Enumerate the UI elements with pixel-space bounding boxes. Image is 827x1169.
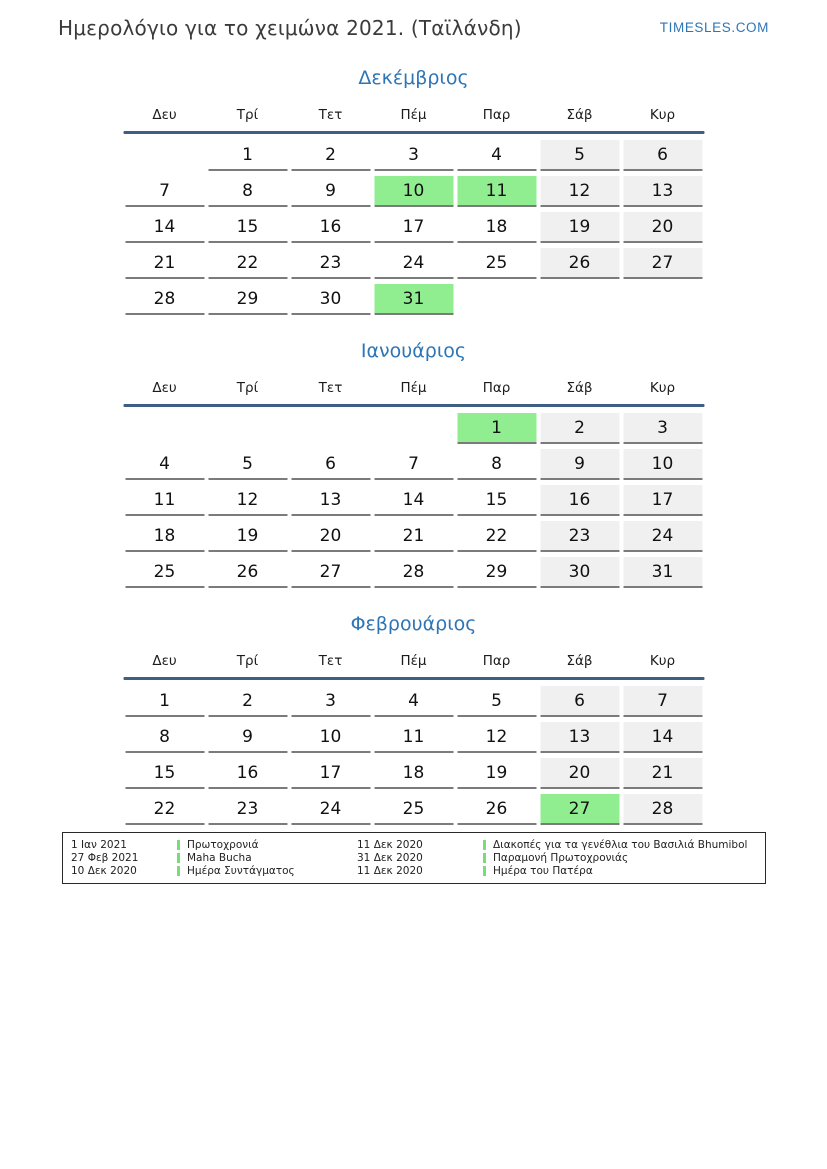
day-cell: 20 [623, 212, 702, 243]
weekday-label: Κυρ [649, 380, 676, 396]
day-cell: 11 [374, 722, 453, 753]
holiday-marker-bar [177, 853, 180, 863]
day-cell: 8 [125, 722, 204, 753]
legend-date: 27 Φεβ 2021 [71, 851, 139, 864]
day-cell: 27 [623, 248, 702, 279]
holiday-marker-bar [483, 853, 486, 863]
day-cell: 5 [457, 686, 536, 717]
weekday-label: Δευ [152, 653, 177, 669]
legend-dates-col [357, 839, 483, 878]
legend-name-row [177, 852, 357, 865]
day-cell: 6 [623, 140, 702, 171]
day-cell: 13 [291, 485, 370, 516]
day-cell: 18 [125, 521, 204, 552]
day-cell: 15 [457, 485, 536, 516]
day-cell: 25 [457, 248, 536, 279]
day-cell: 3 [291, 686, 370, 717]
day-cell: 5 [540, 140, 619, 171]
weekday-label: Σάβ [566, 653, 593, 669]
day-cell-empty [208, 413, 287, 442]
legend-holiday-name: Ημέρα Συντάγματος [187, 864, 295, 877]
legend-holiday-name: Πρωτοχρονιά [187, 838, 259, 851]
day-cell: 10 [374, 176, 453, 207]
day-cell: 17 [374, 212, 453, 243]
day-cell: 17 [291, 758, 370, 789]
day-cell: 24 [291, 794, 370, 825]
holiday-legend [62, 832, 766, 884]
day-cell: 9 [291, 176, 370, 207]
day-cell: 25 [125, 557, 204, 588]
legend-date-row [71, 839, 177, 852]
day-cell: 22 [125, 794, 204, 825]
day-cell: 26 [540, 248, 619, 279]
day-cell: 15 [125, 758, 204, 789]
day-cell: 18 [374, 758, 453, 789]
weekday-header-row [123, 378, 704, 398]
weekday-label: Παρ [482, 380, 511, 396]
legend-holiday-name: Maha Bucha [187, 851, 252, 864]
weekday-label: Πέμ [400, 107, 427, 123]
legend-holiday-name: Διακοπές για τα γενέθλια του Βασιλιά Bhumibol [493, 838, 748, 851]
day-cell: 6 [291, 449, 370, 480]
day-cell: 26 [457, 794, 536, 825]
day-cell: 22 [457, 521, 536, 552]
day-cell: 19 [208, 521, 287, 552]
day-cell: 12 [208, 485, 287, 516]
weekday-label: Παρ [482, 107, 511, 123]
day-grid [123, 140, 704, 315]
day-cell: 27 [291, 557, 370, 588]
day-cell: 7 [374, 449, 453, 480]
day-cell: 8 [208, 176, 287, 207]
day-cell: 16 [540, 485, 619, 516]
day-cell: 7 [623, 686, 702, 717]
day-cell: 25 [374, 794, 453, 825]
day-cell: 11 [457, 176, 536, 207]
month-title: Φεβρουάριος [350, 613, 477, 635]
day-cell: 1 [125, 686, 204, 717]
day-grid [123, 413, 704, 588]
day-cell: 2 [291, 140, 370, 171]
day-cell: 28 [125, 284, 204, 315]
day-cell: 23 [208, 794, 287, 825]
day-cell: 18 [457, 212, 536, 243]
legend-date-row [357, 865, 483, 878]
day-cell: 20 [540, 758, 619, 789]
day-cell: 8 [457, 449, 536, 480]
day-cell: 2 [540, 413, 619, 444]
weekday-header-row [123, 105, 704, 125]
month-2 [123, 339, 704, 588]
legend-name-row [483, 852, 765, 865]
weekday-label: Πέμ [400, 380, 427, 396]
day-cell: 14 [623, 722, 702, 753]
month-title: Ιανουάριος [360, 340, 467, 362]
day-cell: 11 [125, 485, 204, 516]
day-cell: 3 [623, 413, 702, 444]
day-cell: 7 [125, 176, 204, 207]
day-cell: 28 [374, 557, 453, 588]
weekday-header-row [123, 651, 704, 671]
holiday-marker-bar [483, 866, 486, 876]
day-cell: 24 [374, 248, 453, 279]
weekday-label: Τρί [236, 107, 259, 123]
legend-names-col [177, 839, 357, 878]
weekday-label: Σάβ [566, 107, 593, 123]
day-cell: 12 [540, 176, 619, 207]
day-cell: 19 [540, 212, 619, 243]
day-cell: 31 [374, 284, 453, 315]
day-cell: 4 [374, 686, 453, 717]
weekday-label: Τρί [236, 653, 259, 669]
weekday-label: Σάβ [566, 380, 593, 396]
legend-date-row [71, 852, 177, 865]
day-cell: 29 [457, 557, 536, 588]
day-cell: 15 [208, 212, 287, 243]
day-cell: 13 [540, 722, 619, 753]
day-cell: 13 [623, 176, 702, 207]
site-link[interactable]: TIMESLES.COM [659, 20, 769, 35]
holiday-marker-bar [177, 840, 180, 850]
day-cell: 5 [208, 449, 287, 480]
day-cell: 10 [623, 449, 702, 480]
legend-name-row [177, 839, 357, 852]
weekday-label: Τρί [236, 380, 259, 396]
day-cell: 21 [623, 758, 702, 789]
day-grid [123, 686, 704, 825]
legend-date: 11 Δεκ 2020 [357, 838, 423, 851]
page-title: Ημερολόγιο για το χειμώνα 2021. (Ταϊλάνδη) [58, 16, 522, 40]
legend-date: 10 Δεκ 2020 [71, 864, 137, 877]
day-cell: 14 [125, 212, 204, 243]
day-cell: 9 [208, 722, 287, 753]
day-cell: 27 [540, 794, 619, 825]
legend-date: 11 Δεκ 2020 [357, 864, 423, 877]
day-cell: 2 [208, 686, 287, 717]
month-1 [123, 66, 704, 315]
day-cell: 3 [374, 140, 453, 171]
day-cell: 16 [291, 212, 370, 243]
day-cell-empty [125, 413, 204, 442]
weekday-label: Δευ [152, 107, 177, 123]
day-cell: 24 [623, 521, 702, 552]
legend-name-row [177, 865, 357, 878]
month-title: Δεκέμβριος [358, 67, 469, 89]
legend-holiday-name: Ημέρα του Πατέρα [493, 864, 593, 877]
day-cell: 26 [208, 557, 287, 588]
legend-date: 31 Δεκ 2020 [357, 851, 423, 864]
day-cell: 9 [540, 449, 619, 480]
day-cell: 28 [623, 794, 702, 825]
day-cell-empty [374, 413, 453, 442]
weekday-label: Πέμ [400, 653, 427, 669]
holiday-marker-bar [177, 866, 180, 876]
weekday-label: Δευ [152, 380, 177, 396]
legend-date: 1 Ιαν 2021 [71, 838, 127, 851]
weekday-label: Τετ [318, 380, 343, 396]
day-cell: 29 [208, 284, 287, 315]
day-cell: 22 [208, 248, 287, 279]
legend-dates-col [63, 839, 177, 878]
day-cell: 1 [208, 140, 287, 171]
day-cell: 10 [291, 722, 370, 753]
weekday-label: Κυρ [649, 653, 676, 669]
legend-names-col [483, 839, 765, 878]
legend-date-row [71, 865, 177, 878]
weekday-label: Κυρ [649, 107, 676, 123]
day-cell: 4 [125, 449, 204, 480]
weekday-label: Τετ [318, 653, 343, 669]
day-cell: 12 [457, 722, 536, 753]
weekday-divider [123, 131, 704, 134]
page-header [58, 16, 769, 40]
months [123, 66, 704, 825]
holiday-marker-bar [483, 840, 486, 850]
weekday-label: Παρ [482, 653, 511, 669]
day-cell: 17 [623, 485, 702, 516]
day-cell: 4 [457, 140, 536, 171]
day-cell: 21 [125, 248, 204, 279]
day-cell: 14 [374, 485, 453, 516]
legend-date-row [357, 852, 483, 865]
day-cell: 1 [457, 413, 536, 444]
weekday-label: Τετ [318, 107, 343, 123]
day-cell: 16 [208, 758, 287, 789]
day-cell: 23 [540, 521, 619, 552]
legend-holiday-name: Παραμονή Πρωτοχρονιάς [493, 851, 629, 864]
day-cell: 31 [623, 557, 702, 588]
legend-date-row [357, 839, 483, 852]
legend-name-row [483, 839, 765, 852]
day-cell: 30 [291, 284, 370, 315]
weekday-divider [123, 677, 704, 680]
day-cell: 23 [291, 248, 370, 279]
day-cell-empty [291, 413, 370, 442]
day-cell: 6 [540, 686, 619, 717]
legend-name-row [483, 865, 765, 878]
day-cell: 20 [291, 521, 370, 552]
day-cell: 30 [540, 557, 619, 588]
day-cell-empty [125, 140, 204, 169]
month-3 [123, 612, 704, 825]
weekday-divider [123, 404, 704, 407]
day-cell: 21 [374, 521, 453, 552]
day-cell: 19 [457, 758, 536, 789]
